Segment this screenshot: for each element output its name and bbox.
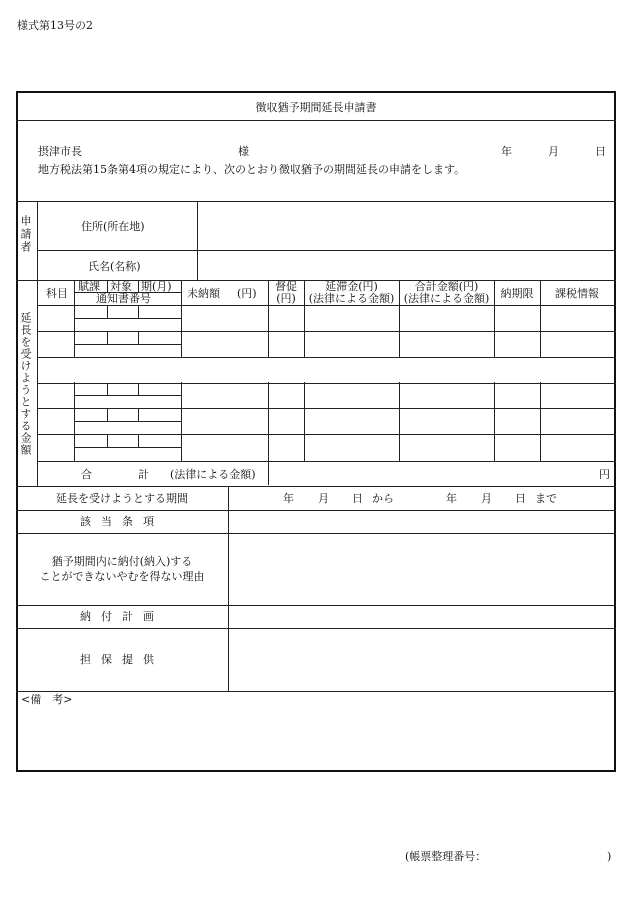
date-month-label: 月 bbox=[548, 145, 559, 158]
header-notice-number: 通知書番号 bbox=[96, 292, 151, 305]
address-label: 住所(所在地) bbox=[81, 220, 145, 233]
header-due-date: 納期限 bbox=[500, 287, 534, 300]
header-total-note: (法律による金額) bbox=[403, 292, 490, 305]
form-number: 様式第13号の2 bbox=[17, 19, 93, 32]
period-day-1: 日 bbox=[352, 492, 363, 505]
ledger-number-label: (帳票整理番号： bbox=[405, 850, 487, 863]
reason-label-line-1: 猶予期間内に納付(納入)する bbox=[51, 555, 193, 568]
header-period: 期(月) bbox=[141, 280, 172, 293]
header-late-fee-note: (法律による金額) bbox=[308, 292, 395, 305]
header-tax-info: 課税情報 bbox=[555, 287, 599, 300]
period-year-1: 年 bbox=[283, 492, 294, 505]
header-dunning-unit: (円) bbox=[276, 292, 296, 305]
header-dunning: 督促 bbox=[275, 280, 297, 293]
header-late-fee: 延滞金(円) bbox=[325, 280, 378, 293]
collateral-label: 担保提供 bbox=[80, 653, 164, 666]
header-total: 合計金額(円) bbox=[414, 280, 479, 293]
header-unpaid: 未納額 bbox=[187, 287, 220, 300]
reason-label-line-2: ことができないやむを得ない理由 bbox=[39, 570, 205, 583]
period-day-2: 日 bbox=[515, 492, 526, 505]
amount-section-label: 延長を受けようとする金額 bbox=[19, 312, 32, 456]
clause-label: 該当条項 bbox=[80, 515, 164, 528]
header-unpaid-unit: (円) bbox=[237, 287, 257, 300]
period-year-2: 年 bbox=[446, 492, 457, 505]
name-label: 氏名(名称) bbox=[88, 260, 141, 273]
sum-label-2: 計 bbox=[138, 468, 149, 481]
ledger-number-close: ) bbox=[607, 850, 612, 863]
header-target: 対象 bbox=[110, 280, 132, 293]
addressee-honorific: 様 bbox=[238, 145, 249, 158]
header-fiscal-year: 賦課 bbox=[78, 280, 100, 293]
addressee-city: 摂津市長 bbox=[38, 145, 82, 158]
sum-unit: 円 bbox=[599, 468, 610, 481]
date-year-label: 年 bbox=[501, 145, 512, 158]
date-day-label: 日 bbox=[595, 145, 606, 158]
payment-plan-label: 納付計画 bbox=[80, 610, 164, 623]
period-label: 延長を受けようとする期間 bbox=[56, 492, 188, 505]
statement-text: 地方税法第15条第4項の規定により、次のとおり徴収猶予の期間延長の申請をします。 bbox=[38, 163, 466, 176]
period-month-1: 月 bbox=[318, 492, 329, 505]
period-month-2: 月 bbox=[481, 492, 492, 505]
remarks-label: <備 考> bbox=[21, 693, 73, 706]
form-title: 徴収猶予期間延長申請書 bbox=[255, 101, 377, 114]
sum-label-1: 合 bbox=[81, 468, 92, 481]
applicant-label: 申請者 bbox=[19, 215, 32, 254]
period-to: まで bbox=[535, 492, 557, 505]
header-subject: 科目 bbox=[46, 287, 68, 300]
sum-note: (法律による金額) bbox=[170, 468, 256, 481]
period-from: から bbox=[372, 492, 394, 505]
